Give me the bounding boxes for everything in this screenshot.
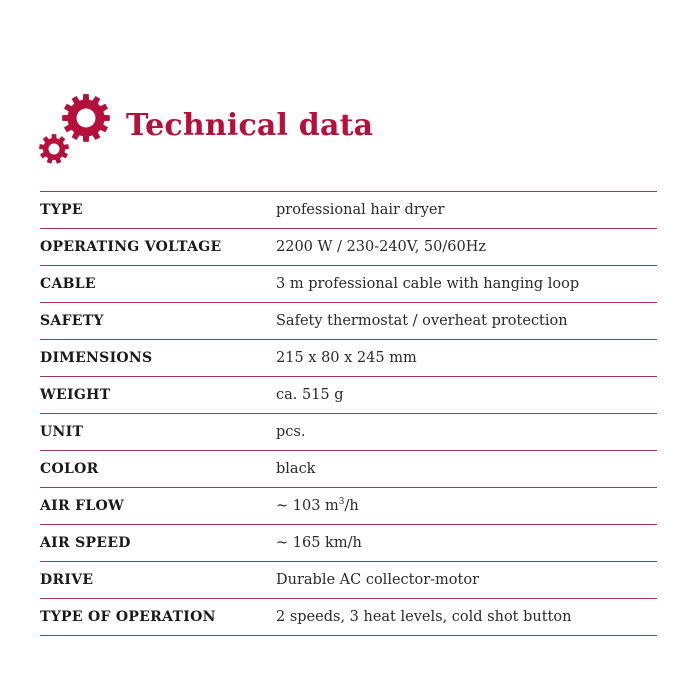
large-gear-icon bbox=[62, 94, 110, 142]
spec-value: 215 x 80 x 245 mm bbox=[276, 340, 657, 377]
spec-value: pcs. bbox=[276, 414, 657, 451]
spec-row-cable bbox=[40, 266, 657, 303]
spec-value: black bbox=[276, 451, 657, 488]
spec-value: Durable AC collector-motor bbox=[276, 562, 657, 599]
spec-row-operating-voltage bbox=[40, 229, 657, 266]
spec-row-air-speed bbox=[40, 525, 657, 562]
spec-row-safety bbox=[40, 303, 657, 340]
spec-value-superscript: 3 bbox=[338, 497, 345, 508]
spec-value: 3 m professional cable with hanging loop bbox=[276, 266, 657, 303]
spec-value: professional hair dryer bbox=[276, 192, 657, 229]
spec-label: DIMENSIONS bbox=[40, 340, 276, 377]
spec-value: Safety thermostat / overheat protection bbox=[276, 303, 657, 340]
section-header bbox=[38, 94, 438, 174]
spec-row-type-of-operation bbox=[40, 599, 657, 636]
spec-row-color bbox=[40, 451, 657, 488]
spec-row-weight bbox=[40, 377, 657, 414]
page-title: Technical data bbox=[126, 108, 374, 143]
spec-label: TYPE OF OPERATION bbox=[40, 599, 276, 636]
spec-row-air-flow bbox=[40, 488, 657, 525]
gears-icon bbox=[38, 94, 116, 170]
spec-label: UNIT bbox=[40, 414, 276, 451]
spec-label: OPERATING VOLTAGE bbox=[40, 229, 276, 266]
spec-label: AIR SPEED bbox=[40, 525, 276, 562]
spec-value: ca. 515 g bbox=[276, 377, 657, 414]
spec-label: CABLE bbox=[40, 266, 276, 303]
spec-label: AIR FLOW bbox=[40, 488, 276, 525]
spec-value: ~ 165 km/h bbox=[276, 525, 657, 562]
spec-label: SAFETY bbox=[40, 303, 276, 340]
spec-row-dimensions bbox=[40, 340, 657, 377]
spec-row-unit bbox=[40, 414, 657, 451]
large-gear-shape bbox=[62, 94, 110, 142]
spec-row-drive bbox=[40, 562, 657, 599]
spec-value: 2 speeds, 3 heat levels, cold shot button bbox=[276, 599, 657, 636]
spec-value-suffix: /h bbox=[344, 498, 359, 514]
small-gear-shape bbox=[39, 134, 69, 164]
small-gear-icon bbox=[39, 134, 69, 164]
spec-value: 2200 W / 230-240V, 50/60Hz bbox=[276, 229, 657, 266]
spec-value-text: ~ 103 m bbox=[276, 498, 339, 514]
spec-label: WEIGHT bbox=[40, 377, 276, 414]
spec-value bbox=[276, 488, 657, 525]
spec-row-type bbox=[40, 192, 657, 229]
spec-table bbox=[40, 191, 657, 636]
spec-label: TYPE bbox=[40, 192, 276, 229]
spec-label: DRIVE bbox=[40, 562, 276, 599]
spec-label: COLOR bbox=[40, 451, 276, 488]
